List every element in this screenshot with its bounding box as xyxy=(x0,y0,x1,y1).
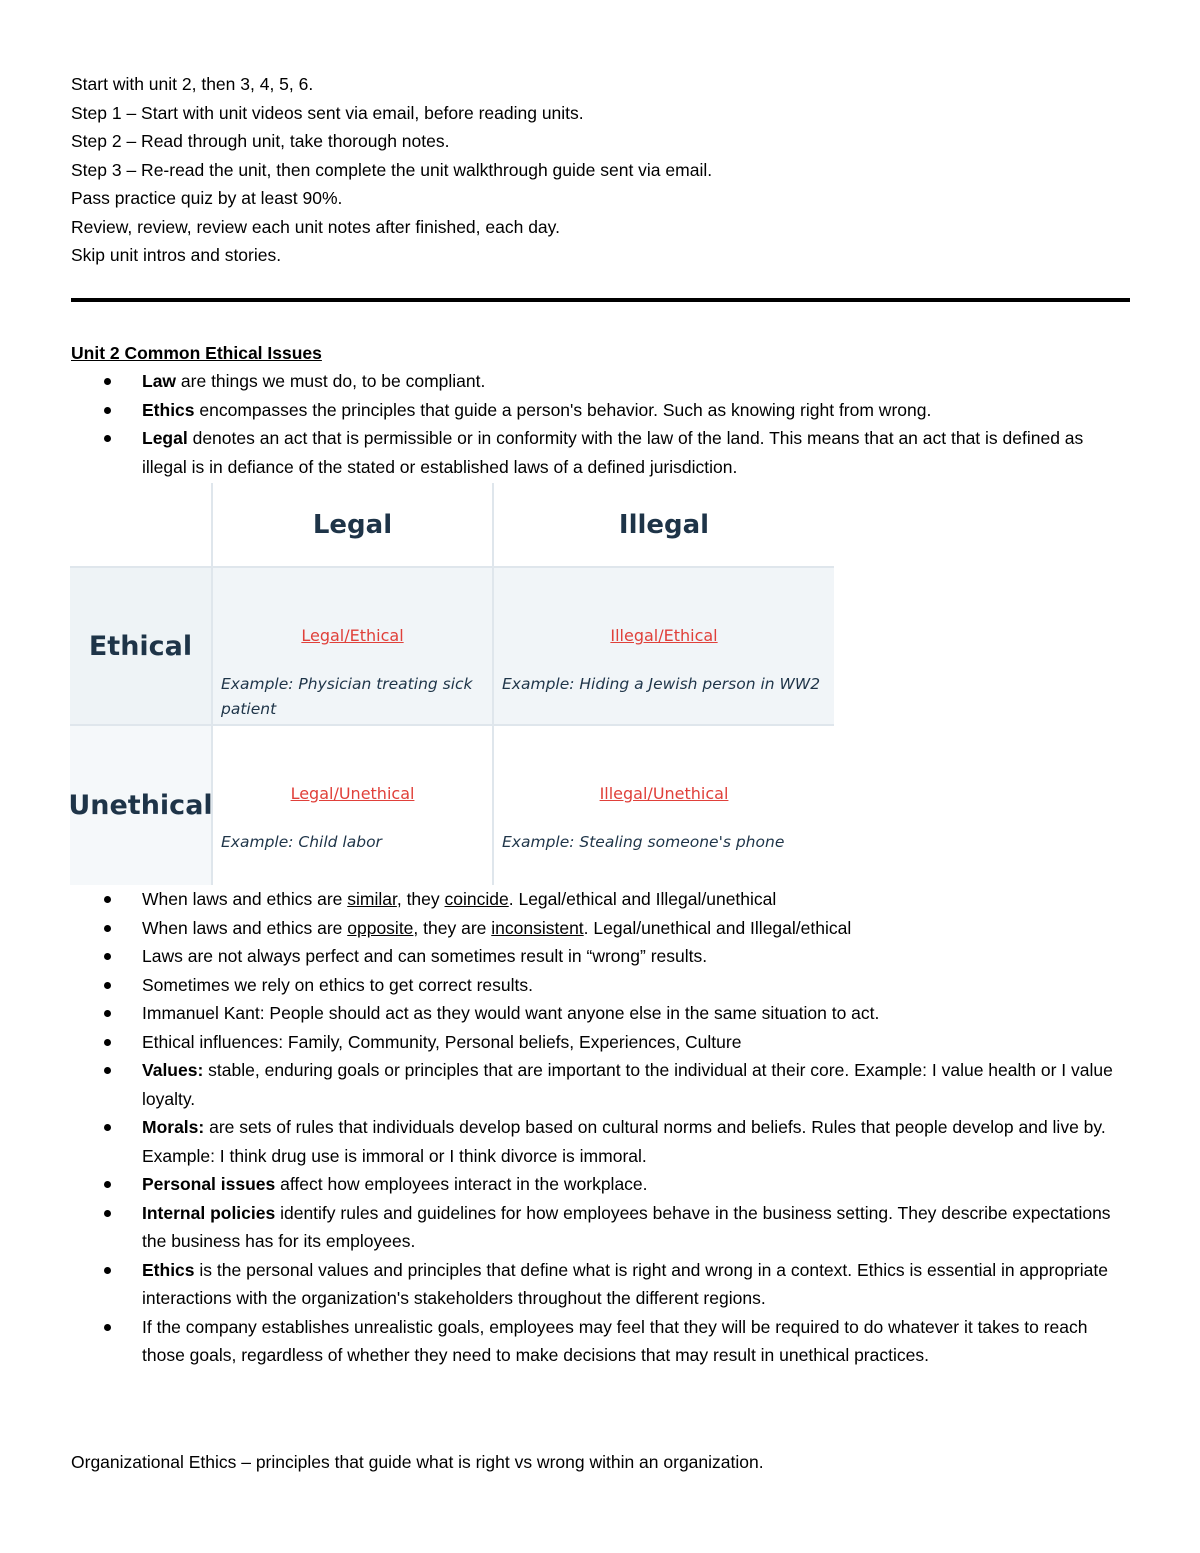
intro-line: Pass practice quiz by at least 90%. xyxy=(71,188,343,208)
term: Legal xyxy=(142,428,188,448)
matrix-col-legal: Legal xyxy=(213,483,494,568)
underlined-word: opposite xyxy=(347,917,414,938)
list-item xyxy=(71,396,1131,425)
matrix-quadrant-illegal-unethical xyxy=(494,726,834,885)
bullet-icon xyxy=(104,1124,111,1131)
matrix-row-ethical: Ethical xyxy=(70,568,213,726)
quadrant-title: Illegal/Unethical xyxy=(599,784,729,803)
bullet-icon xyxy=(104,1067,111,1074)
note-text: If the company establishes unrealistic goals, employees may feel that they will be required to do whatever it takes to reach those goals, regardless of whether they need to make decisions that may result in unethical practices. xyxy=(142,1316,1088,1365)
quadrant-title: Legal/Unethical xyxy=(290,784,415,803)
ethics-law-matrix xyxy=(70,483,835,885)
list-item xyxy=(71,999,1131,1028)
section-title: Unit 2 Common Ethical Issues xyxy=(71,342,322,363)
intro-line: Start with unit 2, then 3, 4, 5, 6. xyxy=(71,74,314,94)
list-item xyxy=(71,1256,1131,1313)
underlined-word: coincide xyxy=(444,889,509,909)
list-item xyxy=(71,1056,1131,1113)
intro-line: Skip unit intros and stories. xyxy=(71,245,282,265)
term: Personal issues xyxy=(142,1174,276,1194)
bullet-icon xyxy=(104,1210,111,1217)
list-item xyxy=(71,885,1131,914)
definition-text: are things we must do, to be compliant. xyxy=(176,371,486,391)
note-text: Immanuel Kant: People should act as they would want anyone else in the same situation to act. xyxy=(142,1003,880,1023)
list-item xyxy=(71,1199,1131,1256)
bullet-icon xyxy=(104,378,111,385)
term: Values: xyxy=(142,1060,204,1080)
quadrant-title: Legal/Ethical xyxy=(301,626,404,645)
quadrant-title: Illegal/Ethical xyxy=(610,626,718,645)
closing-line: Organizational Ethics – principles that guide what is right vs wrong within an organization. xyxy=(71,1452,764,1472)
bullet-icon xyxy=(104,1181,111,1188)
bullet-icon xyxy=(104,435,111,442)
term: Ethics xyxy=(142,399,195,420)
note-text: . Legal/unethical and Illegal/ethical xyxy=(583,917,852,938)
note-text: When laws and ethics are xyxy=(142,917,348,938)
note-text: affect how employees interact in the workplace. xyxy=(275,1174,648,1194)
list-item xyxy=(71,424,1131,481)
bullet-icon xyxy=(104,1324,111,1331)
underlined-word: inconsistent xyxy=(491,917,584,938)
bullet-icon xyxy=(104,1039,111,1046)
term: Law xyxy=(142,371,177,391)
bullet-icon xyxy=(104,1267,111,1274)
term: Ethics xyxy=(142,1259,195,1280)
notes-list xyxy=(71,885,1131,1370)
matrix-corner xyxy=(70,483,213,568)
matrix-col-illegal: Illegal xyxy=(494,483,834,568)
intro-block xyxy=(71,70,1131,270)
term: Internal policies xyxy=(142,1202,276,1223)
list-item xyxy=(71,1028,1131,1057)
bullet-icon xyxy=(104,925,111,932)
document-page xyxy=(68,70,1131,1472)
quadrant-example: Example: Stealing someone's phone xyxy=(502,833,785,851)
intro-line: Review, review, review each unit notes after finished, each day. xyxy=(71,216,560,237)
note-text: stable, enduring goals or principles that are important to the individual at their core. Example: I value health or I value loyalty. xyxy=(142,1060,1113,1109)
matrix-quadrant-legal-unethical xyxy=(213,726,494,885)
list-item xyxy=(71,1170,1131,1199)
note-text: , they xyxy=(396,889,445,909)
definition-list xyxy=(71,367,1131,481)
note-text: . Legal/ethical and Illegal/unethical xyxy=(508,889,777,909)
quadrant-example: Example: Hiding a Jewish person in WW2 xyxy=(502,675,821,693)
note-text: Ethical influences: Family, Community, Personal beliefs, Experiences, Culture xyxy=(142,1031,742,1052)
bullet-icon xyxy=(104,953,111,960)
bullet-icon xyxy=(104,896,111,903)
bullet-icon xyxy=(104,982,111,989)
matrix-quadrant-legal-ethical xyxy=(213,568,494,726)
list-item xyxy=(71,971,1131,1000)
note-text: are sets of rules that individuals develop based on cultural norms and beliefs. Rules that people develop and live by. Example: I think drug use is immoral or I think divorce is immoral. xyxy=(142,1117,1106,1166)
note-text: Laws are not always perfect and can sometimes result in “wrong” results. xyxy=(142,946,708,966)
list-item xyxy=(71,1313,1131,1370)
quadrant-example: Example: Physician treating sick patient xyxy=(221,675,473,718)
underlined-word: similar xyxy=(347,889,397,909)
note-text: Sometimes we rely on ethics to get correct results. xyxy=(142,974,533,995)
intro-line: Step 3 – Re-read the unit, then complete the unit walkthrough guide sent via email. xyxy=(71,159,713,180)
note-text: , they are xyxy=(413,917,492,938)
horizontal-divider xyxy=(71,298,1130,302)
definition-text: encompasses the principles that guide a person's behavior. Such as knowing right from wrong. xyxy=(194,399,932,420)
list-item xyxy=(71,942,1131,971)
note-text: is the personal values and principles that define what is right and wrong in a context. Ethics is essential in appropriate interactions with the organization's stakeholders throughout the different regions. xyxy=(142,1259,1108,1308)
list-item xyxy=(71,367,1131,396)
matrix-row-unethical: Unethical xyxy=(70,726,213,885)
note-text: When laws and ethics are xyxy=(142,889,348,909)
list-item xyxy=(71,914,1131,943)
bullet-icon xyxy=(104,407,111,414)
matrix-quadrant-illegal-ethical xyxy=(494,568,834,726)
bullet-icon xyxy=(104,1010,111,1017)
list-item xyxy=(71,1113,1131,1170)
term: Morals: xyxy=(142,1117,205,1137)
quadrant-example: Example: Child labor xyxy=(221,833,382,851)
intro-line: Step 1 – Start with unit videos sent via email, before reading units. xyxy=(71,102,584,123)
intro-line: Step 2 – Read through unit, take thorough notes. xyxy=(71,131,450,151)
note-text: identify rules and guidelines for how employees behave in the business setting. They describe expectations the business has for its employees. xyxy=(142,1202,1111,1251)
definition-text: denotes an act that is permissible or in conformity with the law of the land. This means that an act that is defined as illegal is in defiance of the stated or established laws of a defined jurisdiction. xyxy=(142,428,1084,477)
